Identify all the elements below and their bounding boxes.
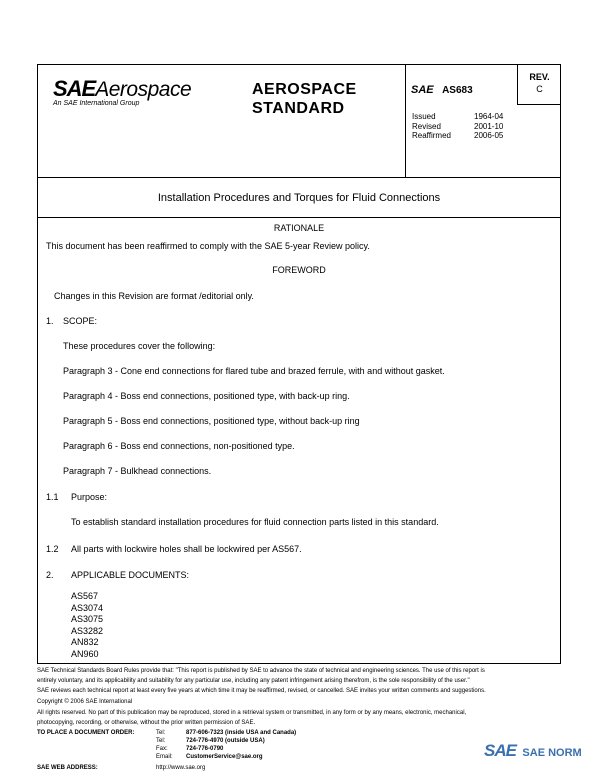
reaffirmed-value: 2006-05	[474, 131, 504, 140]
web-label: SAE WEB ADDRESS:	[37, 765, 98, 771]
web-address[interactable]: http://www.sae.org	[156, 765, 206, 771]
sae-norm-watermark	[484, 741, 582, 761]
foreword-text: Changes in this Revision are format /editorial only.	[54, 291, 254, 301]
title-divider	[37, 217, 561, 218]
rationale-heading: RATIONALE	[273, 223, 325, 233]
purpose-text: To establish standard installation procedures for fluid connection parts listed in this standard.	[71, 517, 439, 527]
tel2-label: Tel:	[156, 738, 166, 744]
scope-intro: These procedures cover the following:	[63, 341, 216, 351]
docnum-column-line	[405, 64, 406, 177]
rev-block	[518, 71, 561, 95]
header-divider	[37, 177, 561, 178]
applicable-doc: AN832	[71, 637, 99, 647]
foreword-heading: FOREWORD	[272, 265, 326, 275]
applicable-doc: AN960	[71, 648, 99, 659]
footer-notice	[37, 666, 486, 728]
order-label: TO PLACE A DOCUMENT ORDER:	[37, 730, 135, 736]
doc-type-line2: STANDARD	[252, 100, 345, 117]
applicable-number: 2.	[46, 570, 54, 580]
email-label: Email:	[156, 754, 173, 760]
footer-line: entirely voluntary, and its applicability and suitability for any particular use, including any patent infringement arising therefrom, is the sole responsibility of the user."	[37, 678, 470, 684]
lockwire-text: All parts with lockwire holes shall be lockwired per AS567.	[71, 544, 302, 554]
lockwire-number: 1.2	[46, 544, 59, 554]
scope-paragraph: Paragraph 3 - Cone end connections for flared tube and brazed ferrule, with and without gasket.	[63, 366, 445, 376]
email-value[interactable]: CustomerService@sae.org	[186, 754, 263, 760]
contact-values	[186, 729, 296, 761]
footer-line: SAE Technical Standards Board Rules provide that: "This report is published by SAE to advance the state of technical and engineering sciences. The use of this report is	[37, 668, 485, 674]
sae-aerospace-logo	[53, 76, 191, 102]
doc-type	[252, 80, 357, 118]
logo-brand: SAE	[53, 76, 96, 101]
rationale-text: This document has been reaffirmed to comply with the SAE 5-year Review policy.	[46, 241, 370, 251]
purpose-number: 1.1	[46, 492, 59, 502]
doc-number-block	[411, 80, 473, 98]
reaffirmed-label: Reaffirmed	[412, 131, 451, 140]
rev-value: C	[536, 84, 543, 94]
applicable-doc: AS3074	[71, 602, 104, 613]
scope-paragraph: Paragraph 4 - Boss end connections, positioned type, with back-up ring.	[63, 391, 350, 401]
dates-block	[412, 112, 503, 141]
scope-number: 1.	[46, 316, 54, 326]
order-block	[37, 729, 134, 737]
scope-paragraph: Paragraph 6 - Boss end connections, non-positioned type.	[63, 441, 295, 451]
doc-type-line1: AEROSPACE	[252, 81, 357, 98]
applicable-docs-list	[71, 591, 103, 660]
rev-box-bottom	[517, 104, 561, 105]
applicable-doc: AS567	[71, 591, 99, 601]
watermark-logo: SAE	[484, 741, 516, 760]
logo-product: Aerospace	[95, 78, 192, 101]
footer-rights: All rights reserved. No part of this publication may be reproduced, stored in a retrieval system or transmitted, in any form or by any means, electronic, mechanical,	[37, 710, 467, 716]
scope-paragraph: Paragraph 7 - Bulkhead connections.	[63, 466, 212, 476]
footer-line: SAE reviews each technical report at least every five years at which time it may be reaffirmed, revised, or cancelled. SAE invites your written comments and suggestions.	[37, 688, 486, 694]
applicable-heading: APPLICABLE DOCUMENTS:	[71, 570, 190, 580]
footer-copyright: Copyright © 2006 SAE International	[37, 699, 133, 705]
issued-label: Issued	[412, 112, 436, 121]
small-sae-logo: SAE	[411, 84, 434, 96]
issued-value: 1964-04	[474, 112, 504, 121]
tel2-value: 724-776-4970 (outside USA)	[186, 738, 265, 744]
revised-value: 2001-10	[474, 121, 504, 131]
fax-value: 724-776-0790	[186, 746, 224, 752]
applicable-doc: AS3282	[71, 625, 104, 636]
rev-label: REV.	[529, 72, 550, 82]
document-title: Installation Procedures and Torques for Fluid Connections	[157, 192, 441, 204]
doc-number: AS683	[442, 85, 473, 96]
applicable-doc: AS3075	[71, 614, 104, 624]
scope-paragraph: Paragraph 5 - Boss end connections, positioned type, without back-up ring	[63, 416, 360, 426]
tel-value: 877-606-7323 (inside USA and Canada)	[186, 730, 297, 736]
footer-rights: photocopying, recording, or otherwise, without the prior written permission of SAE.	[37, 720, 256, 726]
tel-label: Tel:	[156, 730, 166, 736]
scope-heading: SCOPE:	[63, 316, 98, 326]
purpose-heading: Purpose:	[71, 492, 108, 502]
fax-label: Fax:	[156, 746, 168, 752]
logo-tagline: An SAE International Group	[53, 100, 140, 107]
contact-labels	[156, 729, 173, 761]
watermark-text: SAE NORM	[522, 747, 582, 759]
revised-label: Revised	[412, 121, 441, 131]
